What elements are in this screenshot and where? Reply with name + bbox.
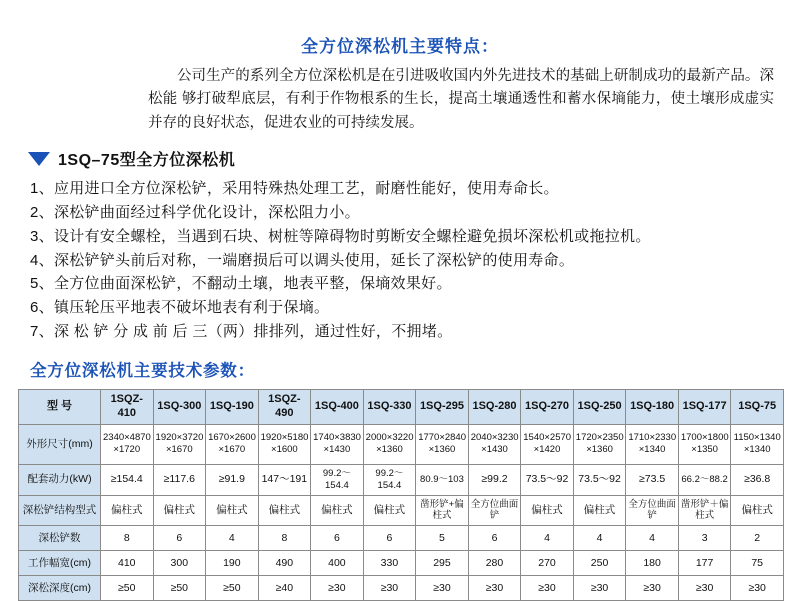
table-cell: ≥50 xyxy=(206,576,259,601)
table-cell: 280 xyxy=(468,551,521,576)
table-cell: 2000×3220 ×1360 xyxy=(363,424,416,464)
page-title: 全方位深松机主要特点： xyxy=(301,37,499,56)
table-cell: 4 xyxy=(573,526,626,551)
table-cell: 99.2～154.4 xyxy=(363,464,416,495)
spec-table-body xyxy=(19,424,784,601)
table-cell: 8 xyxy=(101,526,154,551)
intro-paragraph: 公司生产的系列全方位深松机是在引进吸收国内外先进技术的基础上研制成功的最新产品。深松能 够打破犁底层，有利于作物根系的生长，提高土壤通透性和蓄水保墒能力，使土壤形成虚实并存的良好状态，促进农业的可持续发展。 xyxy=(148,68,774,131)
column-header: 1SQ-75 xyxy=(731,390,784,425)
table-row xyxy=(19,464,784,495)
column-header: 1SQ-177 xyxy=(678,390,731,425)
table-cell: ≥40 xyxy=(258,576,311,601)
blue-triangle-marker-icon xyxy=(28,150,50,166)
table-cell: 250 xyxy=(573,551,626,576)
table-row xyxy=(19,551,784,576)
table-cell: 偏柱式 xyxy=(101,495,154,526)
table-cell: 3 xyxy=(678,526,731,551)
table-cell: 400 xyxy=(311,551,364,576)
table-cell: ≥73.5 xyxy=(626,464,679,495)
table-row xyxy=(19,495,784,526)
table-cell: 5 xyxy=(416,526,469,551)
feature-item: 4、深松铲铲头前后对称，一端磨损后可以调头使用，延长了深松铲的使用寿命。 xyxy=(30,251,575,269)
table-cell: 2040×3230 ×1430 xyxy=(468,424,521,464)
column-header: 型 号 xyxy=(19,390,101,425)
column-header: 1SQ-300 xyxy=(153,390,206,425)
table-cell: 偏柱式 xyxy=(311,495,364,526)
table-cell: 偏柱式 xyxy=(521,495,574,526)
row-header: 外形尺寸(mm) xyxy=(19,424,101,464)
table-cell: 2 xyxy=(731,526,784,551)
table-cell: 80.9～103 xyxy=(416,464,469,495)
column-header: 1SQZ-410 xyxy=(101,390,154,425)
table-cell: 偏柱式 xyxy=(573,495,626,526)
table-cell: ≥91.9 xyxy=(206,464,259,495)
feature-item: 7、深 松 铲 分 成 前 后 三（两）排排列，通过性好，不拥堵。 xyxy=(30,322,453,340)
table-cell: 147～191 xyxy=(258,464,311,495)
table-row xyxy=(19,424,784,464)
table-cell: 73.5～92 xyxy=(521,464,574,495)
feature-item: 3、设计有安全螺栓，当遇到石块、树桩等障碍物时剪断安全螺栓避免损坏深松机或拖拉机。 xyxy=(30,227,651,245)
table-cell: ≥50 xyxy=(153,576,206,601)
spec-table xyxy=(18,389,784,601)
column-header: 1SQZ-490 xyxy=(258,390,311,425)
table-cell: 全方位曲面铲 xyxy=(626,495,679,526)
model-name-label: 1SQ–75型全方位深松机 xyxy=(58,151,236,169)
table-cell: 75 xyxy=(731,551,784,576)
table-cell: ≥30 xyxy=(363,576,416,601)
feature-item: 5、全方位曲面深松铲，不翻动土壤，地表平整，保墒效果好。 xyxy=(30,275,452,293)
table-cell: 1740×3830 ×1430 xyxy=(311,424,364,464)
feature-list xyxy=(18,177,782,343)
row-header: 深松深度(cm) xyxy=(19,576,101,601)
table-cell: ≥30 xyxy=(416,576,469,601)
table-cell: 偏柱式 xyxy=(258,495,311,526)
table-cell: 凿形铲＋偏柱式 xyxy=(678,495,731,526)
table-cell: 1710×2330 ×1340 xyxy=(626,424,679,464)
row-header: 深松铲结构型式 xyxy=(19,495,101,526)
table-cell: ≥30 xyxy=(573,576,626,601)
column-header: 1SQ-400 xyxy=(311,390,364,425)
table-row xyxy=(19,526,784,551)
table-header-row xyxy=(19,390,784,425)
table-cell: 6 xyxy=(363,526,416,551)
table-cell: ≥30 xyxy=(678,576,731,601)
table-cell: 73.5～92 xyxy=(573,464,626,495)
table-cell: ≥99.2 xyxy=(468,464,521,495)
row-header: 深松铲数 xyxy=(19,526,101,551)
table-cell: ≥30 xyxy=(468,576,521,601)
table-cell: 295 xyxy=(416,551,469,576)
column-header: 1SQ-330 xyxy=(363,390,416,425)
column-header: 1SQ-270 xyxy=(521,390,574,425)
table-cell: ≥154.4 xyxy=(101,464,154,495)
table-cell: 190 xyxy=(206,551,259,576)
table-cell: 66.2～88.2 xyxy=(678,464,731,495)
table-cell: 4 xyxy=(626,526,679,551)
table-cell: 1700×1800 ×1350 xyxy=(678,424,731,464)
spec-section-title: 全方位深松机主要技术参数： xyxy=(30,362,255,381)
table-cell: 6 xyxy=(468,526,521,551)
table-cell: 4 xyxy=(206,526,259,551)
table-cell: 300 xyxy=(153,551,206,576)
table-cell: 1540×2570 ×1420 xyxy=(521,424,574,464)
column-header: 1SQ-280 xyxy=(468,390,521,425)
table-cell: 2340×4870 ×1720 xyxy=(101,424,154,464)
column-header: 1SQ-180 xyxy=(626,390,679,425)
table-cell: 410 xyxy=(101,551,154,576)
table-cell: 偏柱式 xyxy=(731,495,784,526)
table-cell: 99.2～154.4 xyxy=(311,464,364,495)
table-cell: 凿形铲+偏柱式 xyxy=(416,495,469,526)
table-cell: ≥36.8 xyxy=(731,464,784,495)
model-heading xyxy=(28,145,782,171)
table-cell: 8 xyxy=(258,526,311,551)
table-cell: 全方位曲面铲 xyxy=(468,495,521,526)
spec-table-head xyxy=(19,390,784,425)
table-cell: ≥30 xyxy=(731,576,784,601)
column-header: 1SQ-295 xyxy=(416,390,469,425)
feature-item: 6、镇压轮压平地表不破坏地表有利于保墒。 xyxy=(30,298,330,316)
feature-item: 2、深松铲曲面经过科学优化设计，深松阻力小。 xyxy=(30,204,360,222)
row-header: 配套动力(kW) xyxy=(19,464,101,495)
table-cell: 1920×5180 ×1600 xyxy=(258,424,311,464)
feature-item: 1、应用进口全方位深松铲，采用特殊热处理工艺，耐磨性能好，使用寿命长。 xyxy=(30,180,559,198)
column-header: 1SQ-190 xyxy=(206,390,259,425)
table-cell: ≥50 xyxy=(101,576,154,601)
table-cell: ≥117.6 xyxy=(153,464,206,495)
table-cell: ≥30 xyxy=(311,576,364,601)
table-cell: 330 xyxy=(363,551,416,576)
table-cell: 180 xyxy=(626,551,679,576)
table-cell: 1920×3720 ×1670 xyxy=(153,424,206,464)
row-header: 工作幅宽(cm) xyxy=(19,551,101,576)
table-cell: 偏柱式 xyxy=(206,495,259,526)
table-row xyxy=(19,576,784,601)
table-cell: 1720×2350 ×1360 xyxy=(573,424,626,464)
table-cell: 4 xyxy=(521,526,574,551)
table-cell: 1150×1340 ×1340 xyxy=(731,424,784,464)
table-cell: 177 xyxy=(678,551,731,576)
table-cell: 1770×2840 ×1360 xyxy=(416,424,469,464)
table-cell: 490 xyxy=(258,551,311,576)
table-cell: 偏柱式 xyxy=(363,495,416,526)
table-cell: 偏柱式 xyxy=(153,495,206,526)
table-cell: 270 xyxy=(521,551,574,576)
table-cell: ≥30 xyxy=(626,576,679,601)
table-cell: 6 xyxy=(153,526,206,551)
table-cell: 6 xyxy=(311,526,364,551)
table-cell: ≥30 xyxy=(521,576,574,601)
table-cell: 1670×2600 ×1670 xyxy=(206,424,259,464)
column-header: 1SQ-250 xyxy=(573,390,626,425)
